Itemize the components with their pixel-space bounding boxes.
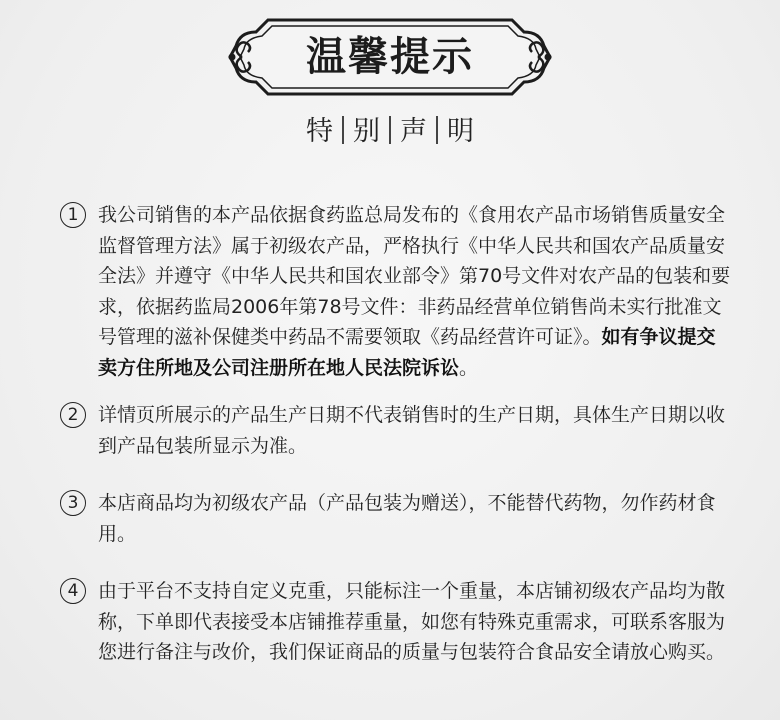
notice-bold-clause: 如有争议提交卖方住所地及公司注册所在地人民法院诉讼: [98, 326, 716, 379]
notice-text: [98, 200, 734, 383]
circled-number-badge: 4: [60, 578, 86, 604]
title-banner: [228, 16, 552, 98]
circled-number-badge: 1: [60, 202, 86, 228]
notice-tail: 。: [459, 356, 479, 379]
divider: [436, 116, 438, 144]
circled-number-badge: 2: [60, 402, 86, 428]
notice-text: 由于平台不支持自定义克重，只能标注一个重量，本店铺初级农产品均为散称，下单即代表接受本店铺推荐重量，如您有特殊克重需求，可联系客服为您进行备注与改价，我们保证商品的质量与包装符合食品安全请放心购买。: [98, 580, 726, 663]
page-title: 温馨提示: [306, 33, 474, 80]
circled-number-badge: 3: [60, 490, 86, 516]
notice-body: 我公司销售的本产品依据食药监总局发布的《食用农产品市场销售质量安全监督管理方法》属于初级农产品，严格执行《中华人民共和国农产品质量安全法》并遵守《中华人民共和国农业部令》第70号文件对农产品的包装和要求，依据药监局2006年第78号文件：非药品经营单位销售尚未实行批准文号管理的滋补保健类中药品不需要领取《药品经营许可证》。: [98, 204, 731, 348]
subtitle-char: 特: [306, 116, 333, 147]
subtitle-char: 声: [400, 116, 427, 147]
subtitle: [0, 112, 780, 152]
divider: [389, 116, 391, 144]
notice-text: 详情页所展示的产品生产日期不代表销售时的生产日期，具体生产日期以收到产品包装所显示为准。: [98, 404, 726, 457]
divider: [342, 116, 344, 144]
notice-text: 本店商品均为初级农产品（产品包装为赠送），不能替代药物，勿作药材食用。: [98, 492, 716, 545]
subtitle-char: 别: [353, 116, 380, 147]
subtitle-char: 明: [447, 116, 474, 147]
